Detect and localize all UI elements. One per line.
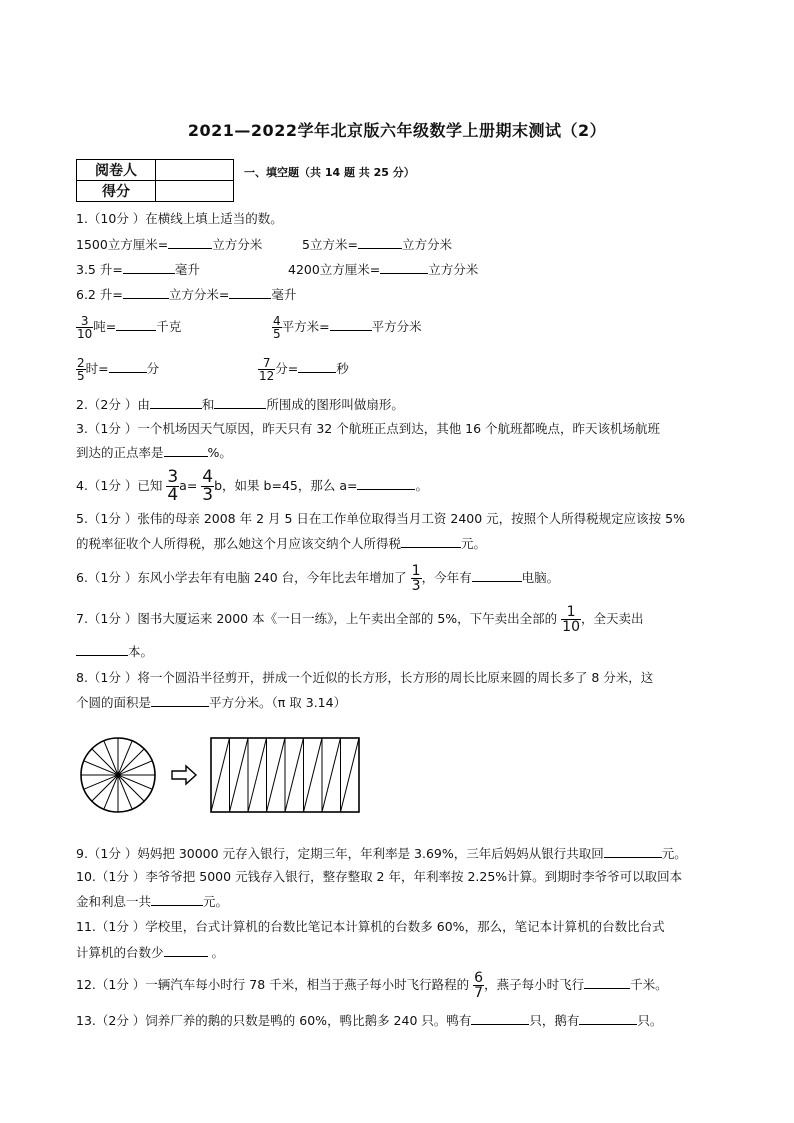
q3-l2a: 到达的正点率是 <box>76 445 164 460</box>
q11-line2 <box>76 944 224 961</box>
q6-c: 电脑。 <box>521 570 560 585</box>
sectored-circle <box>81 738 155 812</box>
answer-blank[interactable] <box>151 694 209 707</box>
answer-blank[interactable] <box>214 396 266 409</box>
q4-b: a= <box>179 478 198 493</box>
fraction-denominator: 10 <box>562 619 580 635</box>
fraction-numerator: 4 <box>273 314 281 328</box>
score-label: 得分 <box>77 181 156 202</box>
fraction <box>411 564 422 593</box>
q3-l2b: %。 <box>207 445 232 460</box>
fraction-denominator: 5 <box>273 327 281 341</box>
q9 <box>76 845 687 862</box>
q4 <box>76 467 428 505</box>
fraction <box>258 357 275 382</box>
q1-d1: 吨= <box>93 319 117 334</box>
q1-row2 <box>76 261 479 278</box>
answer-blank[interactable] <box>298 360 336 373</box>
fraction <box>76 315 93 340</box>
q8-line2 <box>76 694 346 711</box>
answer-blank[interactable] <box>358 236 402 249</box>
section-heading: 一、填空题（共 14 题 共 25 分） <box>244 166 415 179</box>
q10-line2 <box>76 893 228 910</box>
q10-line1: 10.（1分 ）李爷爷把 5000 元钱存入银行，整存整取 2 年，年利率按 2.25%计算。到期时李爷爷可以取回本 <box>76 869 683 884</box>
fraction-numerator: 4 <box>202 467 214 487</box>
fraction-denominator: 4 <box>167 485 179 505</box>
q1-c1-unit: 毫升 <box>271 287 297 302</box>
answer-blank[interactable] <box>168 236 212 249</box>
answer-blank[interactable] <box>380 261 428 274</box>
q1-b2-unit: 立方分米 <box>428 262 479 277</box>
q1-c1: 6.2 升= <box>76 287 123 302</box>
q4-d: 。 <box>415 478 428 493</box>
answer-blank[interactable] <box>151 893 203 906</box>
answer-blank[interactable] <box>123 286 169 299</box>
fraction-numerator: 3 <box>167 467 179 487</box>
answer-blank[interactable] <box>604 845 662 858</box>
q1-stem: 1.（10分 ）在横线上填上适当的数。 <box>76 211 283 226</box>
q12-c: 千米。 <box>630 977 668 992</box>
q13-b: 只，鹅有 <box>529 1013 580 1028</box>
q8-l2b: 平方分米。（π 取 3.14） <box>209 695 347 710</box>
fraction <box>201 469 214 504</box>
q1-b2: 4200立方厘米= <box>288 262 381 277</box>
q5-line1: 5.（1分 ）张伟的母亲 2008 年 2 月 5 日在工作单位取得当月工资 2400 元，按照个人所得税规定应该按 5% <box>76 511 685 526</box>
q6-a: 6.（1分 ）东风小学去年有电脑 240 台，今年比去年增加了 <box>76 570 407 585</box>
q1-a1-unit: 立方分米 <box>212 237 263 252</box>
q12-a: 12.（1分 ）一辆汽车每小时行 78 千米，相当于燕子每小时飞行路程的 <box>76 977 470 992</box>
q3-line1: 3.（1分 ）一个机场因天气原因，昨天只有 32 个航班正点到达，其他 16 个航班都晚点，昨天该机场航班 <box>76 421 661 436</box>
q1-a2-group <box>302 236 452 253</box>
q1-a2-unit: 立方分米 <box>401 237 452 252</box>
answer-blank[interactable] <box>357 477 415 490</box>
q8-l2a: 个圆的面积是 <box>76 695 152 710</box>
fraction-denominator: 3 <box>202 485 214 505</box>
q1-row1 <box>76 236 452 253</box>
q9-b: 元。 <box>661 846 687 861</box>
answer-blank[interactable] <box>164 444 208 457</box>
q1-c1-mid: 立方分米= <box>168 287 230 302</box>
q10-l2b: 元。 <box>203 894 229 909</box>
answer-blank[interactable] <box>164 944 208 957</box>
q11-line1: 11.（1分 ）学校里，台式计算机的台数比笔记本计算机的台数多 60%，那么，笔记本计算机的台数比台式 <box>76 919 665 934</box>
fraction-denominator: 10 <box>77 327 93 341</box>
q10-l2a: 金和利息一共 <box>76 894 152 909</box>
q2 <box>76 396 404 413</box>
sector-edge <box>304 738 323 812</box>
answer-blank[interactable] <box>472 569 522 582</box>
answer-blank[interactable] <box>109 360 147 373</box>
q1-e1: 时= <box>85 361 109 376</box>
answer-blank[interactable] <box>229 286 271 299</box>
q1-row5 <box>76 355 349 383</box>
q1-e2-unit: 秒 <box>336 361 349 376</box>
q1-b1-unit: 毫升 <box>174 262 200 277</box>
q1-e2-group <box>258 355 349 383</box>
answer-blank[interactable] <box>76 643 128 656</box>
fraction-numerator: 6 <box>474 970 484 986</box>
q1-a2: 5立方米= <box>302 237 358 252</box>
circle-to-rectangle-figure <box>76 730 366 820</box>
q7-b: ，全天卖出 <box>580 611 644 626</box>
answer-blank[interactable] <box>330 318 372 331</box>
page-title: 2021—2022学年北京版六年级数学上册期末测试（2） <box>187 121 607 140</box>
q1-d2-group <box>272 313 422 341</box>
q5-l2b: 元。 <box>461 536 487 551</box>
fraction-numerator: 1 <box>561 605 581 620</box>
score-blank <box>156 181 234 202</box>
q3-line2 <box>76 444 232 461</box>
grader-blank <box>156 160 234 181</box>
q4-c: b，如果 b=45，那么 a= <box>214 478 358 493</box>
sector-edge <box>285 738 304 812</box>
q8-line1: 8.（1分 ）将一个圆沿半径剪开，拼成一个近似的长方形，长方形的周长比原来圆的周长多了 8 分米，这 <box>76 670 654 685</box>
q1-e2: 分= <box>275 361 299 376</box>
answer-blank[interactable] <box>584 976 630 989</box>
q1-row3 <box>76 286 296 303</box>
sector-edge <box>211 738 230 812</box>
answer-blank[interactable] <box>401 535 461 548</box>
q7-l2: 本。 <box>128 644 154 659</box>
q1-d2: 平方米= <box>281 319 330 334</box>
fraction-numerator: 7 <box>258 357 275 370</box>
answer-blank[interactable] <box>471 1012 529 1025</box>
q13-c: 只。 <box>637 1013 663 1028</box>
answer-blank[interactable] <box>579 1012 637 1025</box>
fraction <box>561 605 581 634</box>
q7-line1 <box>76 603 644 635</box>
fraction-denominator: 3 <box>411 578 421 594</box>
q13 <box>76 1012 662 1029</box>
answer-blank[interactable] <box>123 261 175 274</box>
fraction-denominator: 12 <box>259 369 275 383</box>
q13-a: 13.（2分 ）饲养厂养的鹅的只数是鸭的 60%，鸭比鹅多 240 只。鸭有 <box>76 1013 472 1028</box>
fraction <box>76 357 86 382</box>
fraction-numerator: 2 <box>77 356 85 370</box>
fraction-denominator: 5 <box>77 369 85 383</box>
fraction-denominator: 7 <box>474 985 484 1001</box>
sector-edge <box>230 738 249 812</box>
fraction <box>166 469 179 504</box>
q2-c: 所围成的图形叫做扇形。 <box>266 397 404 412</box>
q11-l2b: 。 <box>211 945 225 960</box>
q12-b: ，燕子每小时飞行 <box>484 977 585 992</box>
q2-b: 和 <box>201 397 215 412</box>
q11-l2a: 计算机的台数少 <box>76 945 164 960</box>
fraction <box>272 315 282 340</box>
q1-row4 <box>76 313 422 341</box>
score-table <box>76 159 234 202</box>
arrow-icon <box>172 766 196 784</box>
q2-a: 2.（2分 ）由 <box>76 397 150 412</box>
sector-edge <box>267 738 286 812</box>
sector-edge <box>322 738 341 812</box>
q4-a: 4.（1分 ）已知 <box>76 478 163 493</box>
q6 <box>76 563 559 593</box>
sector-edge <box>341 738 360 812</box>
sector-edge <box>248 738 267 812</box>
rearranged-rectangle <box>211 738 359 812</box>
q6-b: ，今年有 <box>421 570 472 585</box>
fraction-numerator: 1 <box>411 563 421 579</box>
q1-d2-unit: 平方分米 <box>371 319 422 334</box>
q7-line2 <box>76 643 153 660</box>
q5-l2a: 的税率征收个人所得税，那么她这个月应该交纳个人所得税 <box>76 536 402 551</box>
q1-b2-group <box>288 261 478 278</box>
answer-blank[interactable] <box>116 318 156 331</box>
q1-e1-unit: 分 <box>146 361 160 376</box>
q1-a1: 1500立方厘米= <box>76 237 169 252</box>
q1-d1-unit: 千克 <box>156 319 182 334</box>
answer-blank[interactable] <box>150 396 202 409</box>
fraction-numerator: 3 <box>76 315 93 328</box>
q5-line2 <box>76 535 486 552</box>
q9-a: 9.（1分 ）妈妈把 30000 元存入银行，定期三年，年利率是 3.69%，三年后妈妈从银行共取回 <box>76 846 604 861</box>
q1-b1: 3.5 升= <box>76 262 123 277</box>
q7-a: 7.（1分 ）图书大厦运来 2000 本《一日一练》，上午卖出全部的 5%，下午卖出全部的 <box>76 611 558 626</box>
q12 <box>76 970 668 1000</box>
fraction <box>473 971 484 1000</box>
grader-label: 阅卷人 <box>77 160 156 181</box>
